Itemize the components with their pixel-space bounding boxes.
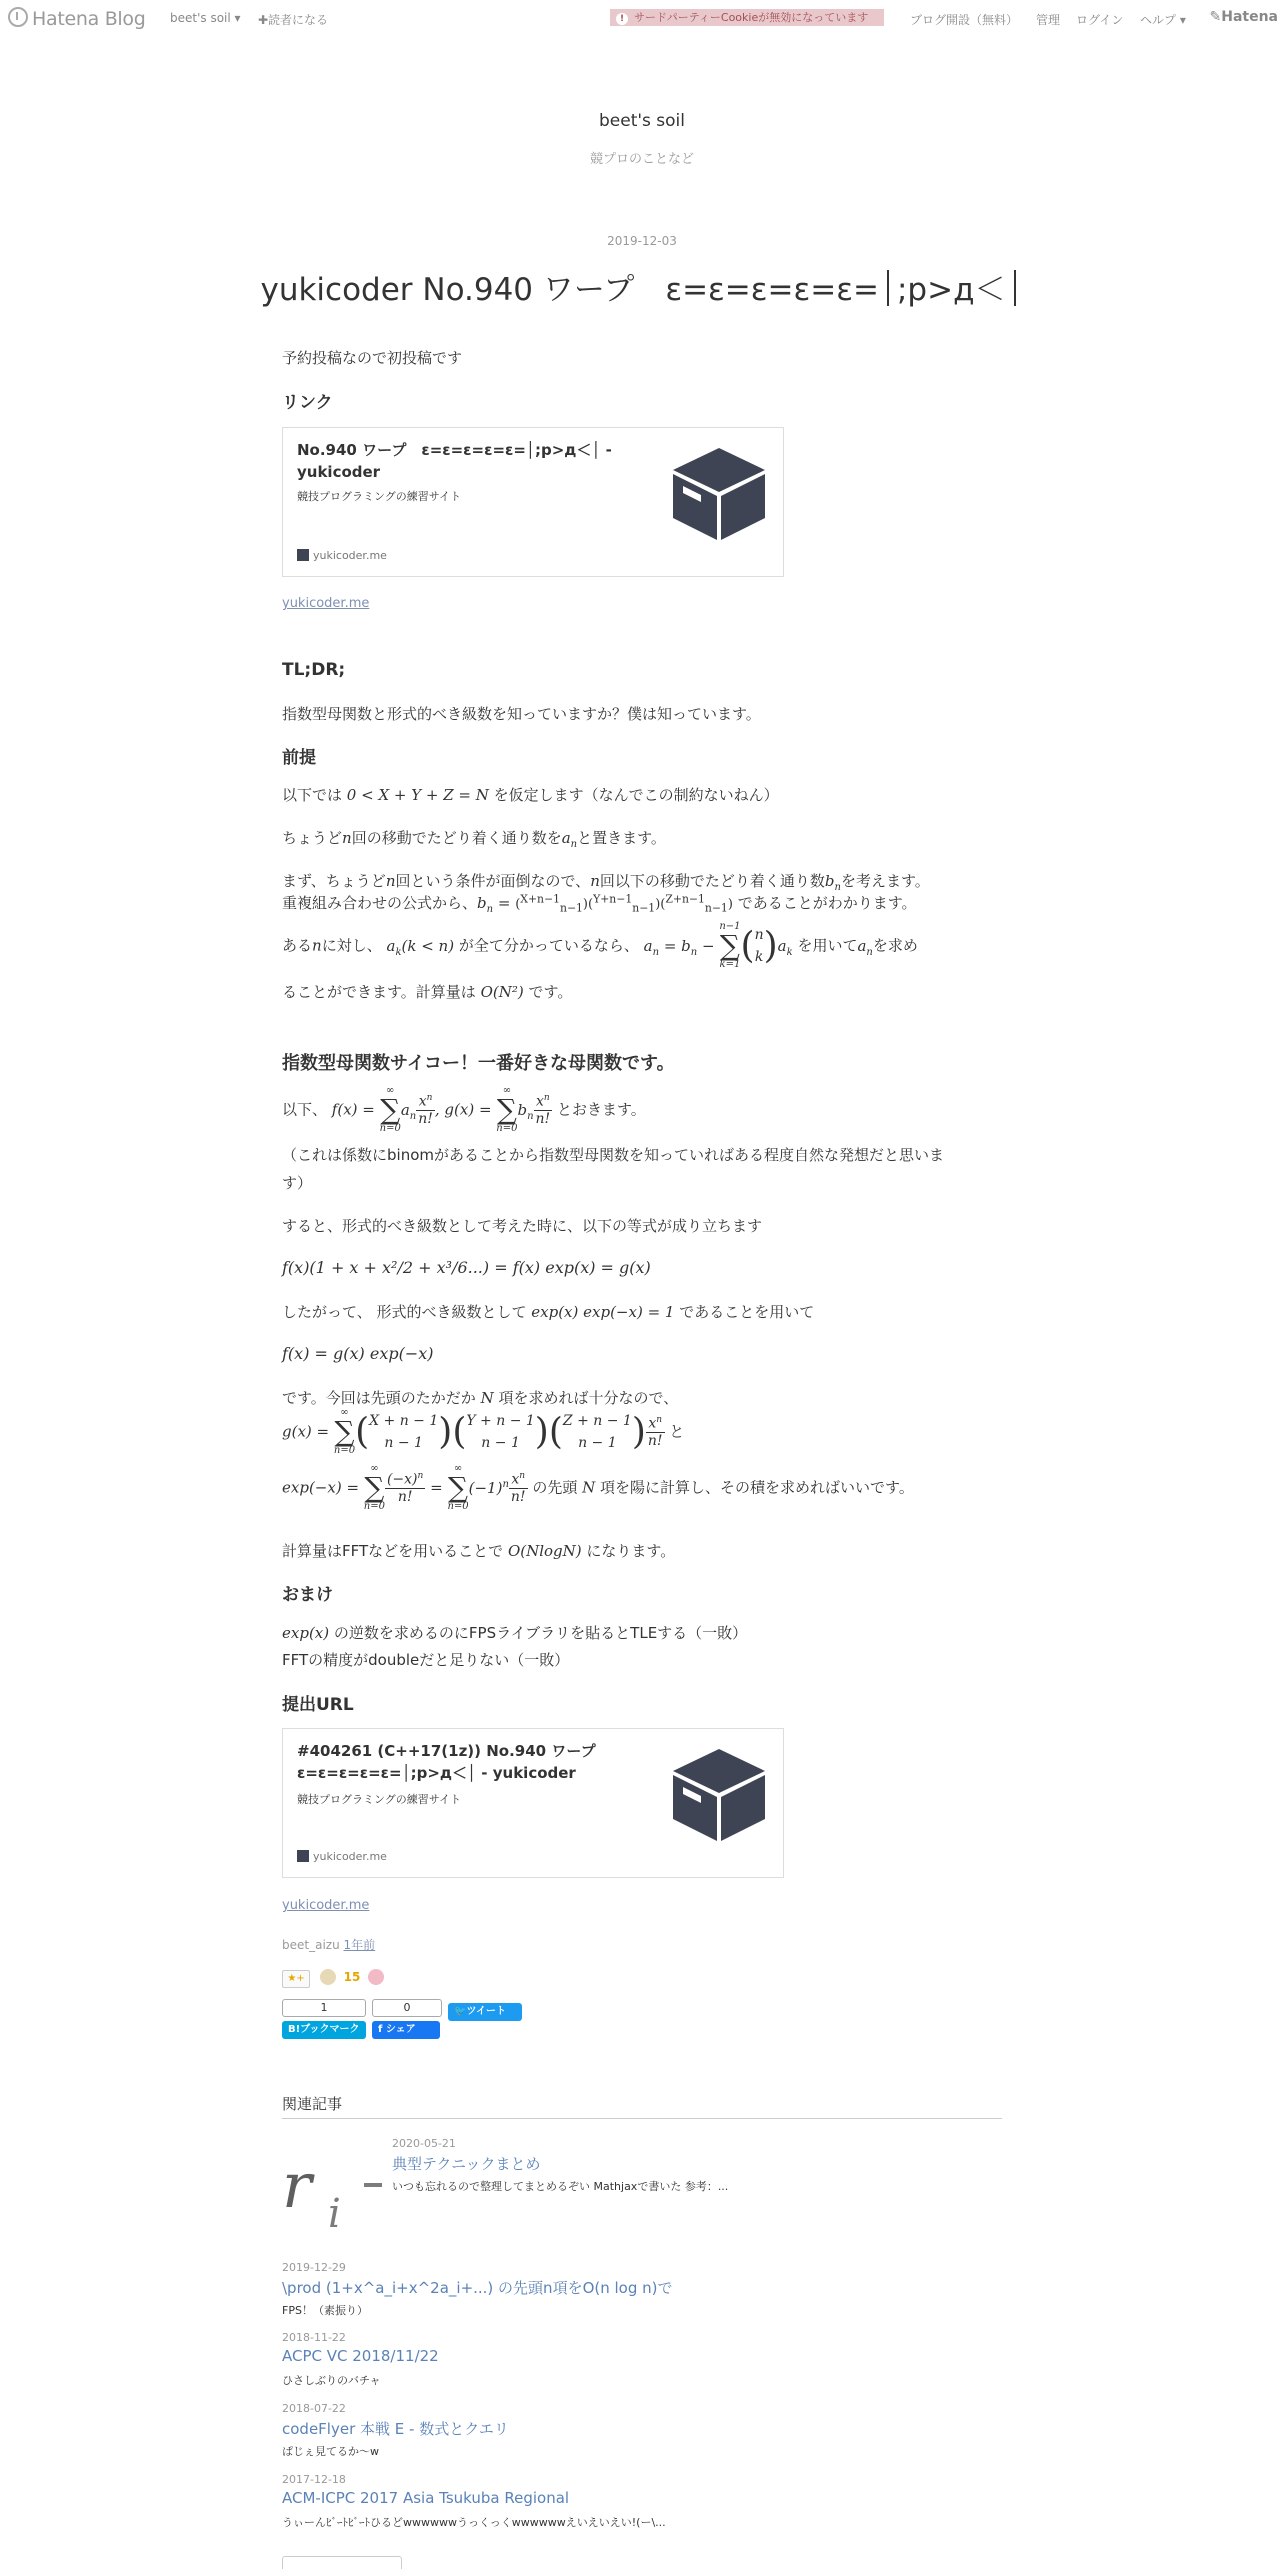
related-title[interactable]: 典型テクニックまとめ xyxy=(392,2155,541,2173)
premise-line-3: まず、ちょうどn回という条件が面倒なので、n回以下の移動でたどり着く通り数$b_n$を考えます。 xyxy=(282,872,930,893)
related-title[interactable]: \prod (1+x^a_i+x^2a_i+...) の先頭n項をO(n log n)で xyxy=(282,2279,673,2297)
related-summary: ぱじぇ見てるか〜w xyxy=(282,2445,379,2458)
star-count[interactable]: 15 xyxy=(343,1970,361,1984)
omake-line-2: FFTの精度がdoubleだと足りない（一敗） xyxy=(282,1651,570,1669)
card-description: 競技プログラミングの練習サイト xyxy=(297,1793,462,1806)
twitter-bird-icon: 🐦 xyxy=(454,2006,467,2017)
add-star-button[interactable]: ★+ xyxy=(282,1970,310,1988)
premise-line-4: 重複組み合わせの公式から、$b_n = (^{X+n-1}_{n-1})(^{Y+n-1}_{n-1})(^{Z+n-1}_{n-1})$ であることがわかります。 xyxy=(282,892,917,915)
related-thumbnail[interactable] xyxy=(282,2135,388,2241)
star-user-icon[interactable] xyxy=(320,1969,336,1985)
premise-line-1: 以下では 0 < X + Y + Z = N を仮定します（なんでこの制約ないねん） xyxy=(282,786,779,804)
bookmark-share xyxy=(282,1999,366,2039)
cookie-notice[interactable]: ! サードパーティーCookieが無効になっています xyxy=(610,9,884,26)
related-date: 2017-12-18 xyxy=(282,2473,346,2486)
egf-equation-2: f(x) = g(x) exp(−x) xyxy=(282,1344,434,1363)
yukicoder-submission-link[interactable]: yukicoder.me xyxy=(282,1898,370,1913)
blog-menu[interactable]: beet's soil ▾ xyxy=(170,11,241,25)
related-title[interactable]: ACPC VC 2018/11/22 xyxy=(282,2347,439,2365)
permalink-time[interactable]: 1年前 xyxy=(343,1938,376,1952)
heading-premise: 前提 xyxy=(282,748,316,768)
heading-omake: おまけ xyxy=(282,1585,333,1605)
egf-g-formula: g(x) = ∞ ∑ n=0 (X + n − 1 n − 1 )(Y + n − 1 n − 1 )(Z + n − 1 n − 1 ) $\frac{x^n}{n!}$ と xyxy=(282,1407,685,1456)
card-site[interactable]: yukicoder.me xyxy=(297,549,387,562)
egf-text-therefore: したがって、 形式的べき級数として exp(x) exp(−x) = 1 であることを用いて xyxy=(282,1303,815,1321)
admin-link[interactable]: 管理 xyxy=(1036,13,1061,27)
blog-description: 競プロのことなど xyxy=(589,152,694,167)
warning-icon: ! xyxy=(616,13,628,25)
intro-text: 予約投稿なので初投稿です xyxy=(282,349,463,367)
egf-note-2: す） xyxy=(282,1174,313,1192)
blog-title[interactable]: beet's soil xyxy=(598,111,685,131)
related-title[interactable]: ACM-ICPC 2017 Asia Tsukuba Regional xyxy=(282,2489,570,2507)
facebook-share xyxy=(372,1999,442,2039)
yukicoder-box-icon xyxy=(669,442,769,542)
related-date: 2018-07-22 xyxy=(282,2402,346,2415)
help-menu[interactable]: ヘルプ ▾ xyxy=(1140,13,1186,27)
tweet-button[interactable]: 🐦ツイート xyxy=(448,2003,522,2021)
entry-date[interactable]: 2019-12-03 xyxy=(607,234,677,248)
yukicoder-favicon-icon xyxy=(297,549,309,561)
tweet-share xyxy=(448,1999,522,2021)
related-date: 2020-05-21 xyxy=(392,2137,456,2150)
svg-text:i: i xyxy=(328,2191,341,2237)
yukicoder-favicon-icon xyxy=(297,1850,309,1862)
egf-exp-formula: exp(−x) = ∞ ∑ n=0 $\frac{(-x)^n}{n!}$ = ∞ ∑ n=0 $(-1)^n$ $\frac{x^n}{n!}$ の先頭 N 項を陽に計算し、その積を求めればいいです。 xyxy=(282,1463,914,1512)
yukicoder-box-icon xyxy=(669,1743,769,1843)
related-summary: いつも忘れるので整理してまとめるぞい Mathjaxで書いた 参考：... xyxy=(392,2180,729,2193)
egf-text-n-terms: です。今回は先頭のたかだか N 項を求めれば十分なので、 xyxy=(282,1389,679,1407)
hatena-logo[interactable]: ✎Hatena xyxy=(1209,9,1278,25)
egf-equation-1: f(x)(1 + x + x²/2 + x³/6...) = f(x) exp(x) = g(x) xyxy=(282,1258,651,1277)
related-summary: うぃーんﾋﾞｰﾄﾋﾞｰﾄひるどwwwwwwうっくっくwwwwwwえいえいえい!(ー\... xyxy=(282,2516,666,2529)
more-entries-button[interactable] xyxy=(282,2556,402,2569)
embed-card-problem[interactable] xyxy=(282,427,784,577)
egf-note-1: （これは係数にbinomがあることから指数型母関数を知っていればある程度自然な発想だと思いま xyxy=(282,1146,944,1164)
heading-link: リンク xyxy=(282,393,333,413)
related-date: 2018-11-22 xyxy=(282,2331,346,2344)
card-title[interactable]: #404261 (C++17(1z)) No.940 ワープ ε=ε=ε=ε=ε=│;p>д＜│ - yukicoder xyxy=(297,1742,611,1782)
hatena-blog-logo[interactable]: Hatena Blog xyxy=(8,7,146,30)
premise-line-5: あるnに対し、 $a_k(k < n)$ が全て分かっているなら、 $a_n = b_n$ − n−1 ∑ k=1 (n $k)a_k$ を用いて$a_n$を求め xyxy=(282,921,918,970)
heading-submission: 提出URL xyxy=(282,1695,354,1715)
card-title[interactable]: No.940 ワープ ε=ε=ε=ε=ε=│;p>д＜│ - yukicoder xyxy=(297,441,612,481)
card-site[interactable]: yukicoder.me xyxy=(297,1850,387,1863)
related-heading: 関連記事 xyxy=(282,2095,343,2113)
yukicoder-link[interactable]: yukicoder.me xyxy=(282,596,370,611)
related-summary: ひさしぶりのバチャ xyxy=(282,2374,381,2387)
heading-tldr: TL;DR; xyxy=(282,660,346,680)
related-title[interactable]: codeFlyer 本戦 E - 数式とクエリ xyxy=(282,2420,509,2438)
card-description: 競技プログラミングの練習サイト xyxy=(297,490,462,503)
entry-title[interactable]: yukicoder No.940 ワープ ε=ε=ε=ε=ε= ;p>д＜ xyxy=(0,264,1284,309)
chevron-down-icon: ▾ xyxy=(234,11,241,25)
hatena-stars xyxy=(282,1969,384,1988)
subscribe-button[interactable]: ✚読者になる xyxy=(258,13,329,27)
entry-author-line xyxy=(282,1936,375,1953)
bookmark-count[interactable]: 1 xyxy=(282,1999,366,2017)
svg-text:r: r xyxy=(282,2149,312,2222)
egf-text-equality: すると、形式的べき級数として考えた時に、以下の等式が成り立ちます xyxy=(282,1217,763,1235)
related-summary: FPS！（素振り） xyxy=(282,2304,368,2317)
tldr-text: 指数型母関数と形式的べき級数を知っていますか？僕は知っています。 xyxy=(282,705,761,723)
facebook-count[interactable]: 0 xyxy=(372,1999,442,2017)
egf-complexity: 計算量はFFTなどを用いることで O(NlogN) になります。 xyxy=(282,1542,676,1560)
bookmark-button[interactable]: B!ブックマーク xyxy=(282,2021,366,2039)
author-name[interactable]: beet_aizu xyxy=(282,1938,340,1952)
facebook-share-button[interactable]: f シェア xyxy=(372,2021,440,2039)
open-blog-link[interactable]: ブログ開設（無料） xyxy=(910,13,1019,27)
premise-line-6: ることができます。計算量は O(N²) です。 xyxy=(282,983,573,1001)
login-link[interactable]: ログイン xyxy=(1076,13,1124,27)
premise-line-2: ちょうどn回の移動でたどり着く通り数を$a_n$と置きます。 xyxy=(282,829,666,850)
global-header xyxy=(0,0,1284,36)
related-date: 2019-12-29 xyxy=(282,2261,346,2274)
egf-definition: 以下、 f(x) = ∞ ∑ n=0 $a_n$ $\frac{x^n}{n!}$ , g(x) = ∞ ∑ n=0 $b_n$ $\frac{x^n}{n!}$ とおきます。 xyxy=(282,1085,646,1134)
hatena-logo-icon xyxy=(8,7,28,27)
hatena-mark-icon: ✎ xyxy=(1209,9,1222,25)
related-divider xyxy=(282,2118,1002,2119)
omake-line-1: exp(x) の逆数を求めるのにFPSライブラリを貼るとTLEする（一敗） xyxy=(282,1624,748,1642)
embed-card-submission[interactable] xyxy=(282,1728,784,1878)
star-user-icon[interactable] xyxy=(368,1969,384,1985)
heading-egf: 指数型母関数サイコー！一番好きな母関数です。 xyxy=(282,1053,675,1074)
